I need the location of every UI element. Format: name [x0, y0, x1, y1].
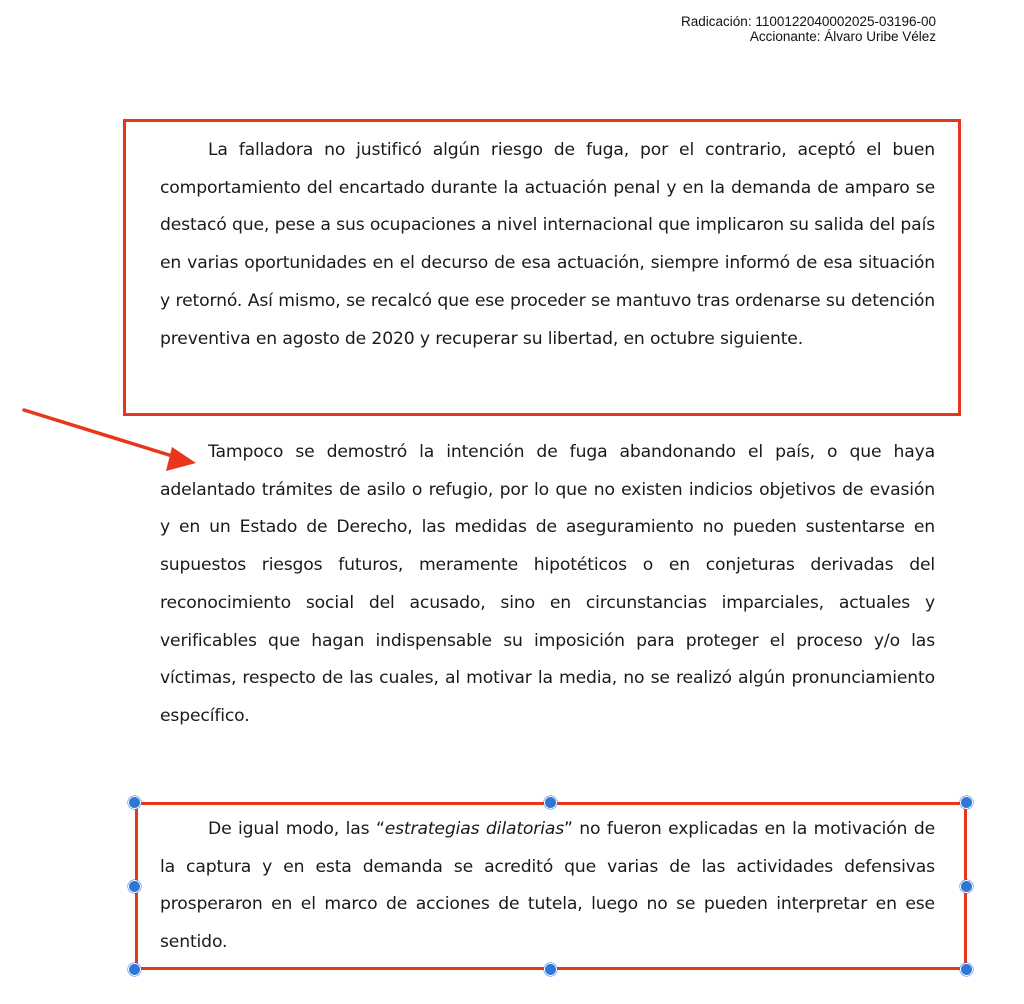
document-header [681, 14, 936, 44]
resize-handle-middle-right[interactable] [960, 880, 973, 893]
paragraph-2: Tampoco se demostró la intención de fuga abandonando el país, o que haya adelantado trámites de asilo o refugio, por lo que no existen indicios objetivos de evasión y en un Estado de Derecho, las medidas de aseguramiento no pueden sustentarse en supuestos riesgos futuros, meramente hipotéticos o en conjeturas derivadas del reconocimiento social del acusado, sino en circunstancias imparciales, actuales y verificables que hagan indispensable su imposición para proteger el proceso y/o las víctimas, respecto de las cuales, al motivar la media, no se realizó algún pronunciamiento específico. [160, 442, 935, 726]
paragraph-3-italic: estrategias dilatorias [384, 819, 565, 839]
accionante-line: Accionante: Álvaro Uribe Vélez [749, 29, 936, 44]
resize-handle-bottom-right[interactable] [960, 963, 973, 976]
resize-handle-top-left[interactable] [128, 796, 141, 809]
selected-highlight-box-2[interactable] [135, 802, 967, 970]
paragraph-3-start: De igual modo, las “ [208, 819, 385, 839]
resize-handle-top-right[interactable] [960, 796, 973, 809]
resize-handle-top-middle[interactable] [544, 796, 557, 809]
radicacion-line: Radicación: 1100122040002025-03196-00 [681, 14, 936, 29]
paragraph-1: La falladora no justificó algún riesgo de fuga, por el contrario, aceptó el buen comportamiento del encartado durante la actuación penal y en la demanda de amparo se destacó que, pese a sus ocupaciones a nivel internacional que implicaron su salida del país en varias oportunidades en el decurso de esa actuación, siempre informó de esa situación y retornó. Así mismo, se recalcó que ese proceder se mantuvo tras ordenarse su detención preventiva en agosto de 2020 y recuperar su libertad, en octubre siguiente. [160, 140, 935, 349]
resize-handle-bottom-middle[interactable] [544, 963, 557, 976]
paragraph-3-end: ” no fueron explicadas en la motivación de la captura y en esta demanda se acreditó que varias de las actividades defensivas prosperaron en el marco de acciones de tutela, luego no se pueden interpretar en ese sentido. [160, 819, 936, 953]
highlight-box-1[interactable] [123, 119, 961, 416]
resize-handle-middle-left[interactable] [128, 880, 141, 893]
resize-handle-bottom-left[interactable] [128, 963, 141, 976]
